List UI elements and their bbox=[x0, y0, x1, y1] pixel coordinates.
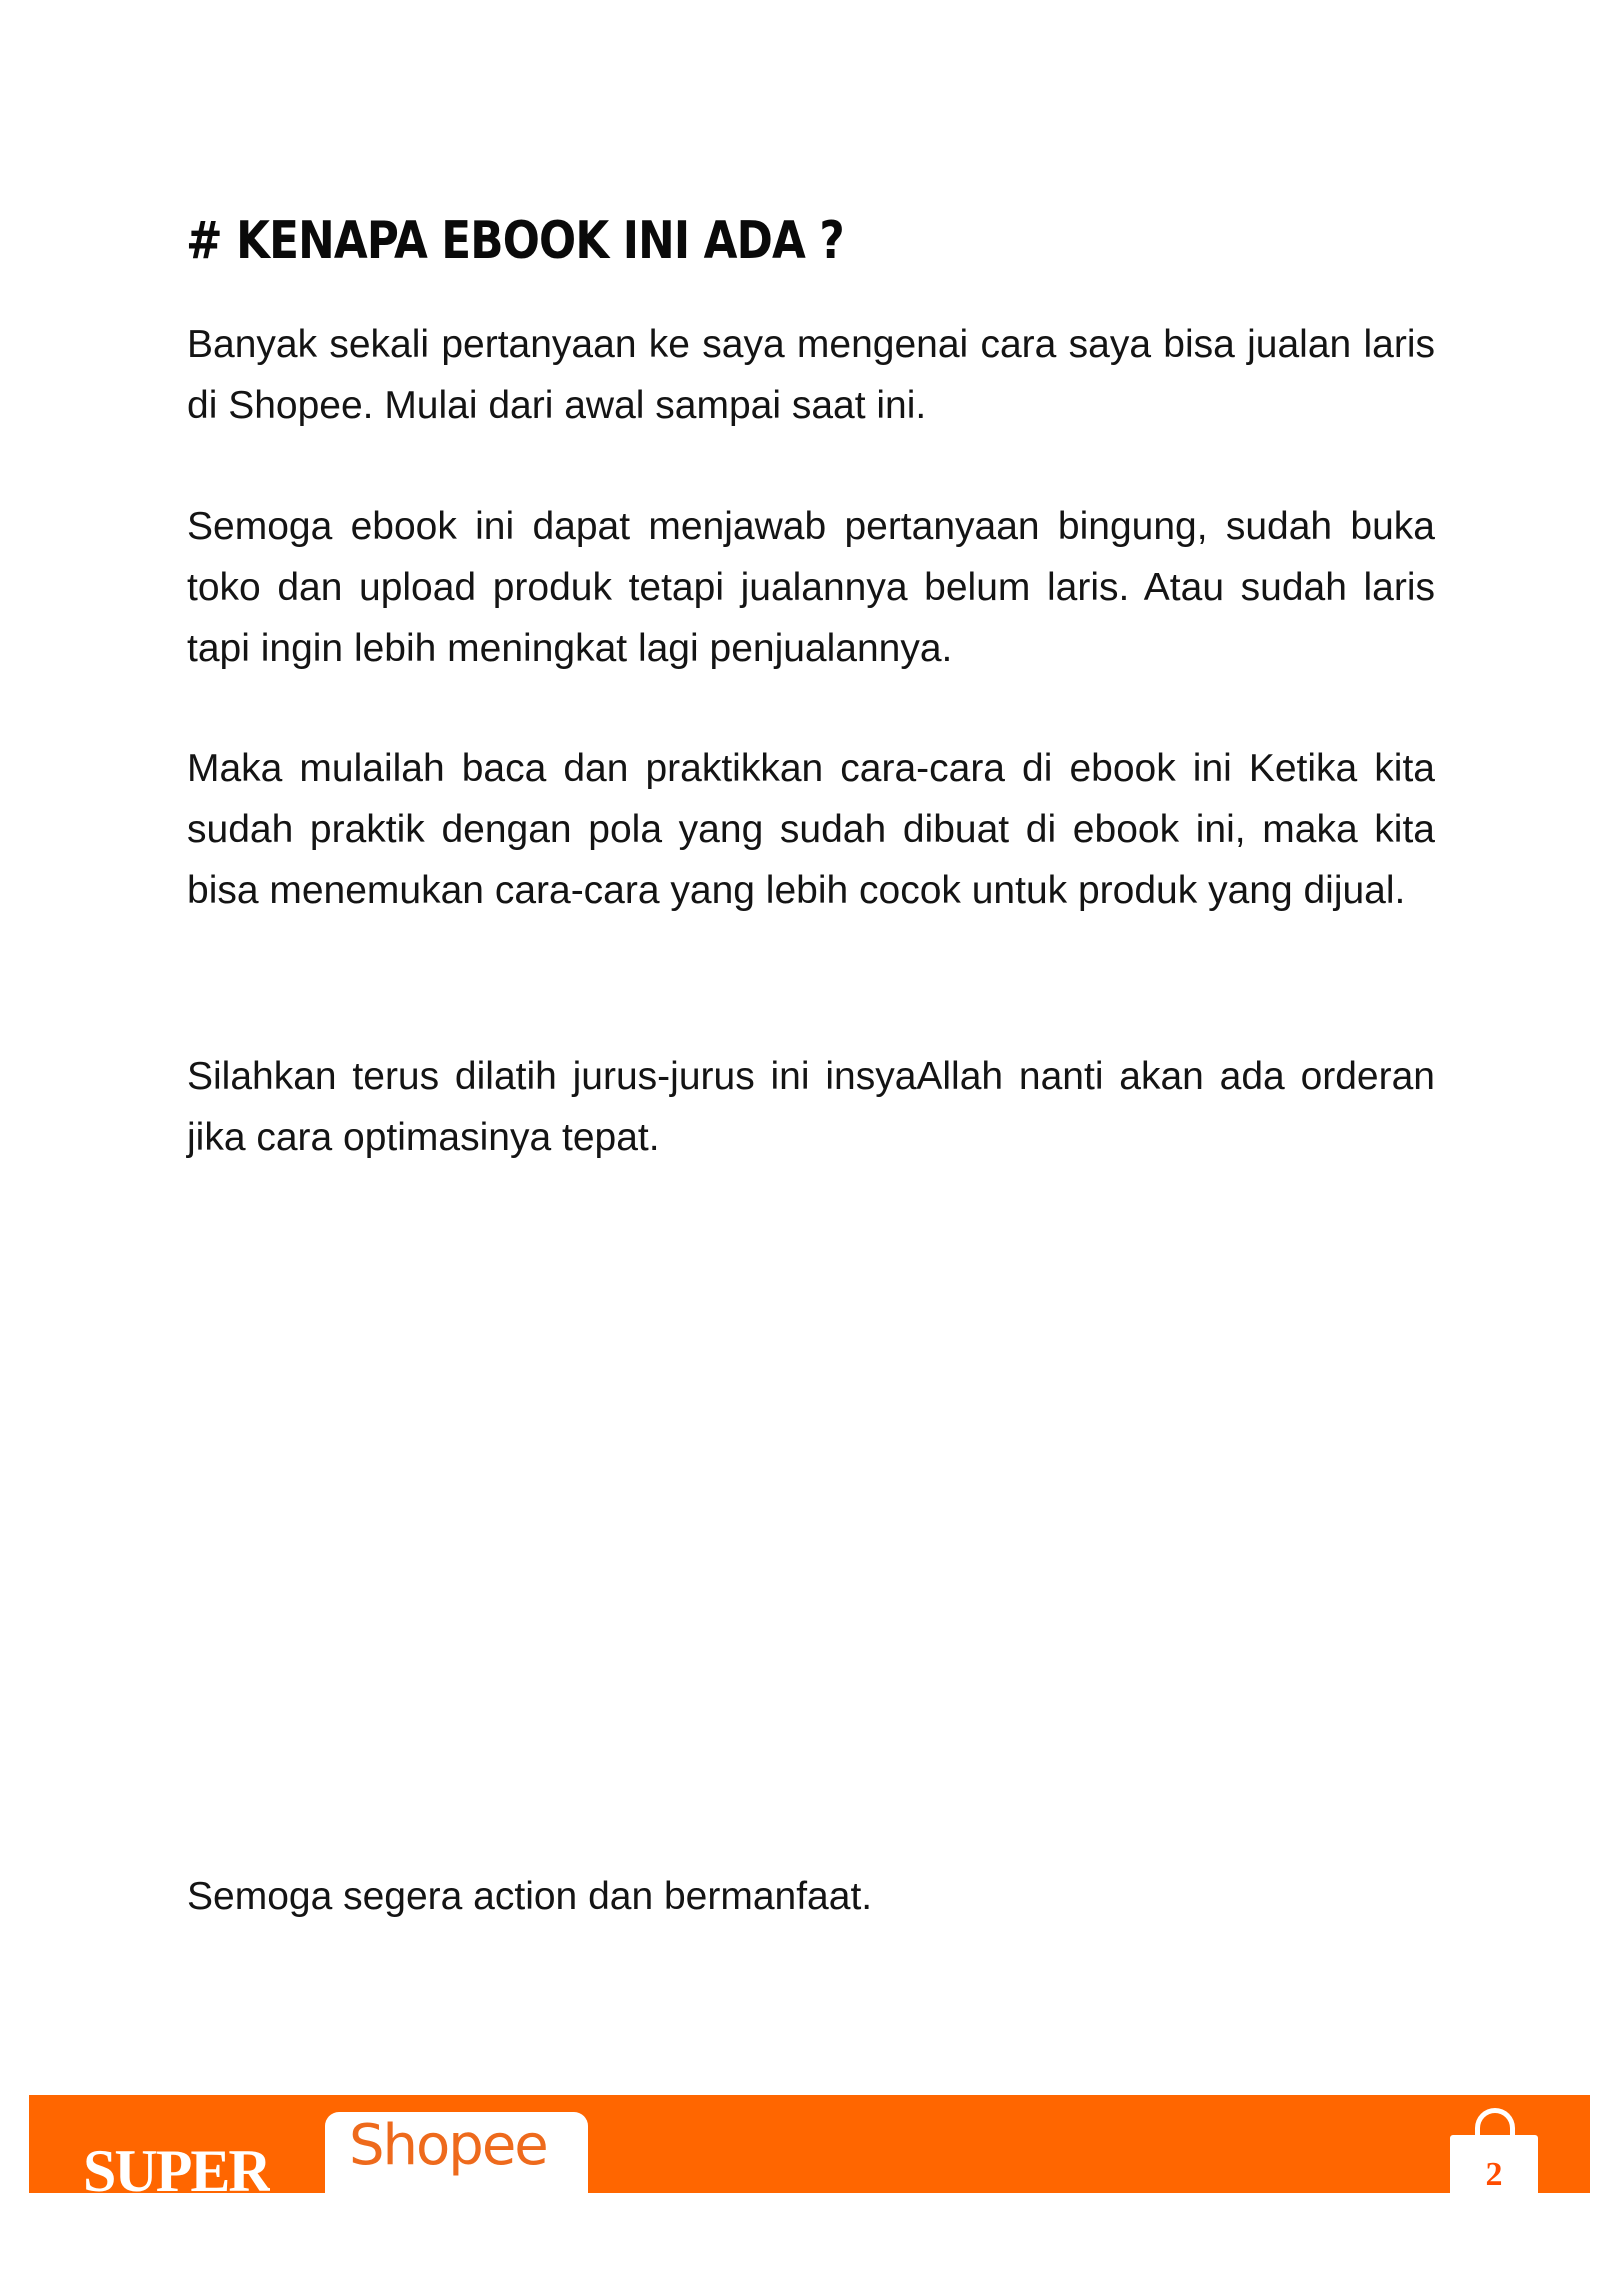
paragraph-text: Semoga ebook ini dapat menjawab pertanyaan bingung, sudah buka toko dan upload produk tetapi jualannya belum laris. Atau sudah laris tapi ingin lebih meningkat lagi penjualannya. bbox=[187, 505, 1435, 670]
paragraph-4 bbox=[187, 1046, 1435, 1168]
shopee-logo-text: Shopee bbox=[349, 2113, 547, 2178]
shopping-bag-icon bbox=[1450, 2108, 1538, 2193]
paragraph-text: Silahkan terus dilatih jurus-jurus ini insyaAllah nanti akan ada orderan jika cara optimasinya tepat. bbox=[187, 1055, 1435, 1159]
paragraph-text: Banyak sekali pertanyaan ke saya mengenai cara saya bisa jualan laris di Shopee. Mulai dari awal sampai saat ini. bbox=[187, 323, 1435, 427]
shopee-logo bbox=[325, 2112, 588, 2193]
bag-body-shape bbox=[1450, 2135, 1538, 2193]
paragraph-text: Maka mulailah baca dan praktikkan cara-cara di ebook ini Ketika kita sudah praktik dengan pola yang sudah dibuat di ebook ini, maka kita bisa menemukan cara-cara yang lebih cocok untuk produk yang dijual. bbox=[187, 747, 1435, 912]
paragraph-1 bbox=[187, 314, 1435, 436]
page-number: 2 bbox=[1485, 2156, 1503, 2193]
page-heading: # KENAPA EBOOK INI ADA ? bbox=[186, 210, 844, 271]
closing-line: Semoga segera action dan bermanfaat. bbox=[187, 1875, 873, 1918]
super-label: SUPER bbox=[83, 2141, 270, 2193]
paragraph-3 bbox=[187, 738, 1435, 921]
paragraph-2 bbox=[187, 496, 1435, 679]
